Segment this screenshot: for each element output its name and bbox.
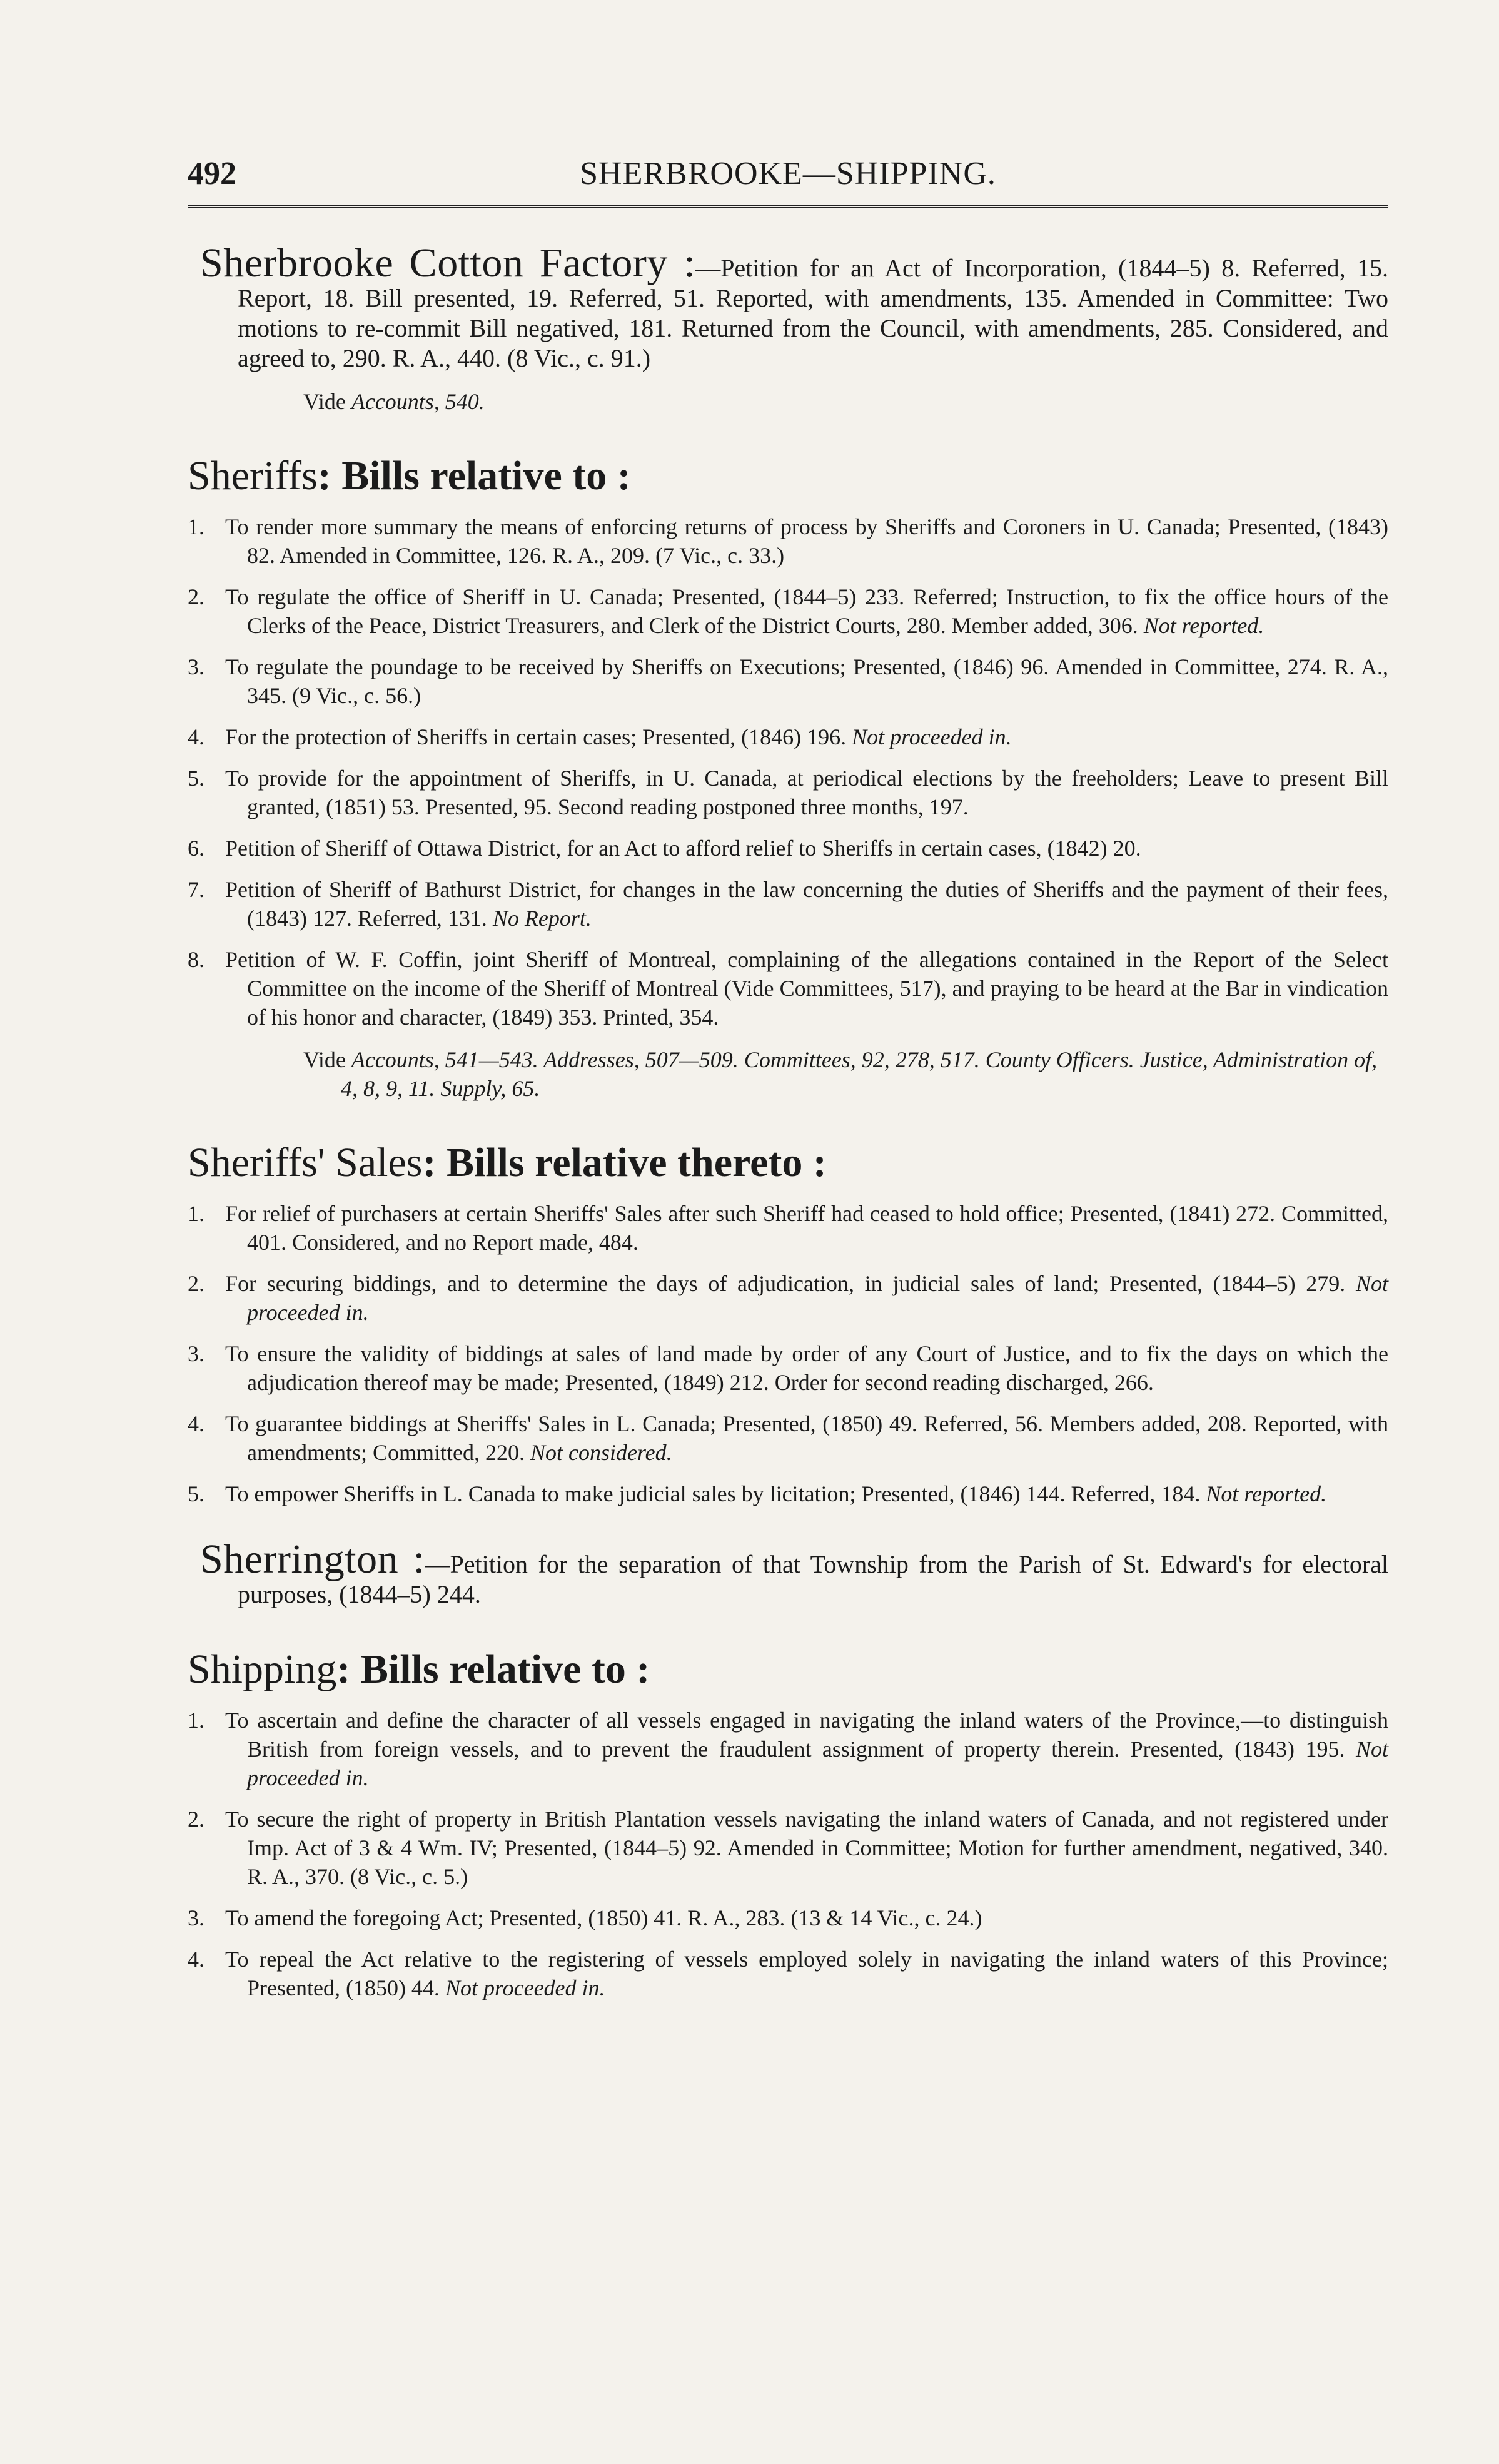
- entry-heading: Sherrington :: [200, 1536, 425, 1582]
- item-number: 1.: [188, 1201, 204, 1226]
- list-item: [188, 1479, 1388, 1508]
- item-number: 4.: [188, 1947, 204, 1972]
- vide-reference: [188, 387, 1388, 416]
- item-number: 5.: [188, 766, 204, 791]
- list-item: [188, 764, 1388, 821]
- entry-heading: Sherbrooke Cotton Factory :: [200, 240, 696, 286]
- list-item: [188, 582, 1388, 640]
- vide-reference: [188, 1045, 1388, 1103]
- item-status: Not proceeded in.: [247, 1736, 1388, 1790]
- entry-sheriffs: [188, 452, 1388, 1103]
- heading-word: Shipping: [188, 1646, 337, 1692]
- item-number: 4.: [188, 724, 204, 749]
- header-rule: [188, 205, 1388, 212]
- item-number: 1.: [188, 514, 204, 539]
- item-status: Not reported.: [1206, 1481, 1327, 1506]
- list-item: [188, 652, 1388, 710]
- item-text: For securing biddings, and to determine the days of adjudication, in judicial sales of land; Presented, (1844–5) 279.: [225, 1271, 1346, 1296]
- heading-rest: : Bills relative to :: [336, 1646, 650, 1692]
- list-item: [188, 1269, 1388, 1327]
- heading-word: Sheriffs' Sales: [188, 1140, 423, 1185]
- heading-rest: : Bills relative to :: [317, 453, 631, 499]
- item-number: 2.: [188, 584, 204, 609]
- entry-body: —Petition for an Act of Incorporation, (1844–5) 8. Referred, 15. Report, 18. Bill presented, 19. Referred, 51. Reported, with amendments, 135. Amended in Committee: Two motions to re-commit Bill negatived, 181. Returned from the Council, with amendments, 285. Considered, and agreed to, 290. R. A., 440. (8 Vic., c. 91.): [238, 254, 1388, 372]
- item-status: Not considered.: [530, 1440, 672, 1465]
- item-status: No Report.: [492, 906, 592, 931]
- list-item: [188, 1706, 1388, 1792]
- list-item: [188, 834, 1388, 863]
- item-text: To regulate the office of Sheriff in U. Canada; Presented, (1844–5) 233. Referred; Instruction, to fix the office hours of the Clerks of the Peace, District Treasurers, and Clerk of the District Courts, 280. Member added, 306.: [225, 584, 1388, 638]
- item-text: To guarantee biddings at Sheriffs' Sales in L. Canada; Presented, (1850) 49. Referred, 56. Members added, 208. Reported, with amendments; Committed, 220.: [225, 1411, 1388, 1465]
- vide-text: Accounts, 541—543. Addresses, 507—509. Committees, 92, 278, 517. County Officers. Justice, Administration of, 4, 8, 9, 11. Supply, 65.: [341, 1047, 1378, 1101]
- entry-sherbrooke-cotton-factory: [188, 240, 1388, 416]
- item-number: 6.: [188, 836, 204, 861]
- item-text: To amend the foregoing Act; Presented, (1850) 41. R. A., 283. (13 & 14 Vic., c. 24.): [225, 1905, 982, 1930]
- item-status: Not reported.: [1143, 613, 1264, 638]
- item-number: 2.: [188, 1271, 204, 1296]
- item-text: Petition of W. F. Coffin, joint Sheriff of Montreal, complaining of the allegations contained in the Report of the Select Committee on the income of the Sheriff of Montreal (Vide Committees, 517), and praying to be heard at the Bar in vindication of his honor and character, (1849) 353. Printed, 354.: [225, 947, 1388, 1030]
- item-text: To repeal the Act relative to the registering of vessels employed solely in navigating the inland waters of this Province; Presented, (1850) 44.: [225, 1947, 1388, 2000]
- item-text: For relief of purchasers at certain Sheriffs' Sales after such Sheriff had ceased to hold office; Presented, (1841) 272. Committed, 401. Considered, and no Report made, 484.: [225, 1201, 1388, 1255]
- list-item: [188, 945, 1388, 1032]
- item-text: For the protection of Sheriffs in certain cases; Presented, (1846) 196.: [225, 724, 847, 749]
- item-status: Not proceeded in.: [852, 724, 1012, 749]
- vide-prefix: Vide: [303, 389, 351, 414]
- vide-text: Accounts, 540.: [351, 389, 485, 414]
- running-head: SHERBROOKE—SHIPPING.: [580, 156, 996, 191]
- item-number: 3.: [188, 1341, 204, 1366]
- list-item: [188, 512, 1388, 570]
- list-item: [188, 1409, 1388, 1467]
- list-item: [188, 1199, 1388, 1257]
- entry-body: —Petition for the separation of that Township from the Parish of St. Edward's for electoral purposes, (1844–5) 244.: [238, 1550, 1389, 1608]
- item-text: To ensure the validity of biddings at sales of land made by order of any Court of Justice, and to fix the days on which the adjudication thereof may be made; Presented, (1849) 212. Order for second reading discharged, 266.: [225, 1341, 1388, 1395]
- entry-text: [188, 1536, 1389, 1610]
- list-item: [188, 1945, 1388, 2002]
- list-item: [188, 1805, 1388, 1891]
- entry-sherrington: [188, 1536, 1389, 1610]
- item-text: Petition of Sheriff of Ottawa District, for an Act to afford relief to Sheriffs in certain cases, (1842) 20.: [225, 836, 1141, 861]
- list-item: [188, 1339, 1388, 1397]
- item-number: 2.: [188, 1807, 204, 1832]
- entry-sheriffs-sales: [188, 1139, 1388, 1508]
- page-header: [188, 144, 1388, 200]
- entry-shipping: [188, 1646, 1388, 2002]
- heading-rest: : Bills relative thereto :: [422, 1140, 827, 1185]
- item-text: To empower Sheriffs in L. Canada to make judicial sales by licitation; Presented, (1846) 144. Referred, 184.: [225, 1481, 1201, 1506]
- entry-text: [188, 240, 1388, 373]
- list-item: [188, 722, 1388, 751]
- item-text: To regulate the poundage to be received by Sheriffs on Executions; Presented, (1846) 96. Amended in Committee, 274. R. A., 345. (9 Vic., c. 56.): [225, 654, 1388, 708]
- item-text: To render more summary the means of enforcing returns of process by Sheriffs and Coroners in U. Canada; Presented, (1843) 82. Amended in Committee, 126. R. A., 209. (7 Vic., c. 33.): [225, 514, 1388, 568]
- item-number: 4.: [188, 1411, 204, 1436]
- list-item: [188, 1904, 1388, 1932]
- item-number: 1.: [188, 1708, 204, 1733]
- page-number: 492: [188, 156, 236, 191]
- section-heading: [188, 452, 1388, 500]
- item-number: 3.: [188, 654, 204, 679]
- item-number: 7.: [188, 877, 204, 902]
- page: [188, 144, 1388, 2002]
- item-text: To secure the right of property in British Plantation vessels navigating the inland waters of Canada, and not registered under Imp. Act of 3 & 4 Wm. IV; Presented, (1844–5) 92. Amended in Committee; Motion for further amendment, negatived, 340. R. A., 370. (8 Vic., c. 5.): [225, 1807, 1388, 1889]
- item-text: Petition of Sheriff of Bathurst District, for changes in the law concerning the duties of Sheriffs and the payment of their fees, (1843) 127. Referred, 131.: [225, 877, 1388, 931]
- item-number: 8.: [188, 947, 204, 972]
- item-number: 3.: [188, 1905, 204, 1930]
- item-status: Not proceeded in.: [247, 1271, 1389, 1325]
- item-text: To provide for the appointment of Sheriffs, in U. Canada, at periodical elections by the freeholders; Leave to present Bill granted, (1851) 53. Presented, 95. Second reading postponed three months, 197.: [225, 766, 1388, 819]
- vide-prefix: Vide: [303, 1047, 351, 1072]
- item-status: Not proceeded in.: [445, 1975, 605, 2000]
- section-heading: [188, 1646, 1388, 1693]
- heading-word: Sheriffs: [188, 453, 318, 499]
- item-number: 5.: [188, 1481, 204, 1506]
- item-text: To ascertain and define the character of all vessels engaged in navigating the inland waters of the Province,—to distinguish British from foreign vessels, and to prevent the fraudulent assignment of property therein. Presented, (1843) 195.: [225, 1708, 1388, 1762]
- list-item: [188, 875, 1388, 933]
- section-heading: [188, 1139, 1388, 1187]
